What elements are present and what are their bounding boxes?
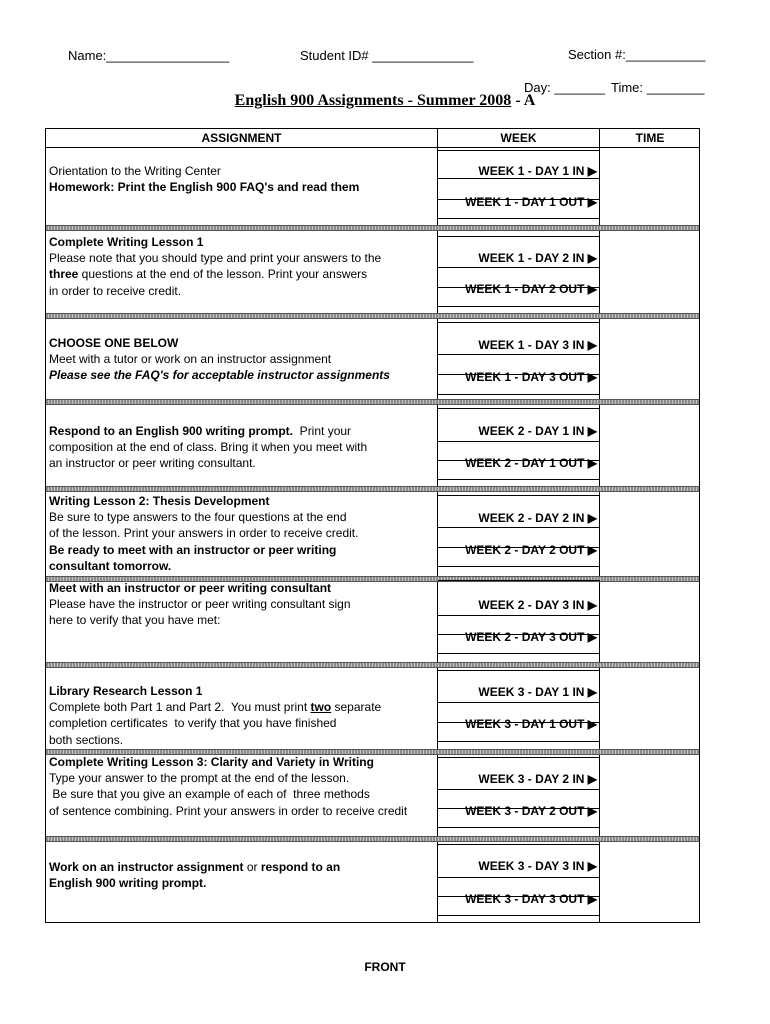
- assignment-text: [49, 234, 434, 299]
- week-cell-divider: [438, 580, 600, 581]
- week-cell-divider: [438, 479, 600, 480]
- week-cell-divider: [438, 741, 600, 742]
- student-id-field[interactable]: Student ID# ______________: [300, 48, 474, 63]
- week-cell-divider: [438, 844, 600, 845]
- week-out-label: WEEK 3 - DAY 1 OUT ▶: [465, 717, 597, 731]
- week-cell-divider: [438, 566, 600, 567]
- assignment-line: [49, 542, 434, 558]
- assignment-line: [49, 283, 434, 299]
- assignment-text-segment: in order to receive credit.: [49, 283, 182, 298]
- week-cell-divider: [438, 670, 600, 671]
- assignment-text-segment: consultant tomorrow.: [49, 558, 172, 573]
- assignment-line: [49, 715, 434, 731]
- assignment-line: [49, 234, 434, 250]
- assignment-text-segment: Homework: Print the English 900 FAQ's and read them: [49, 180, 360, 195]
- week-cell-divider: [438, 653, 600, 654]
- row-separator: [46, 313, 699, 319]
- week-in-label: WEEK 1 - DAY 3 IN ▶: [478, 338, 597, 352]
- row-separator: [46, 836, 699, 842]
- assignment-text-segment: or: [243, 860, 261, 874]
- week-in-label: WEEK 3 - DAY 2 IN ▶: [478, 772, 597, 786]
- week-cell-divider: [438, 218, 600, 219]
- assignment-text-segment: Please see the FAQ's for acceptable instructor assignments: [49, 368, 390, 383]
- assignment-text-segment: two: [310, 700, 332, 715]
- assignment-text-segment: questions at the end of the lesson. Print your answers: [78, 267, 368, 282]
- assignment-text: [49, 163, 434, 195]
- week-cell-divider: [438, 236, 600, 237]
- assignment-line: [49, 351, 434, 367]
- assignment-line: [49, 266, 434, 282]
- week-out-label: WEEK 2 - DAY 2 OUT ▶: [465, 543, 597, 557]
- week-cell-divider: [438, 827, 600, 828]
- week-cell-divider: [438, 441, 600, 442]
- header-divider: [46, 147, 699, 148]
- assignment-text-segment: Complete both Part 1 and Part 2. You must print: [49, 700, 311, 715]
- section-field[interactable]: Section #:___________: [568, 47, 706, 62]
- assignment-line: [49, 179, 434, 195]
- assignment-text: [49, 683, 434, 748]
- assignment-text: [49, 580, 434, 629]
- assignment-text-segment: here to verify that you have met:: [49, 613, 221, 628]
- assignment-line: [49, 558, 434, 574]
- assignment-text-segment: an instructor or peer writing consultant.: [49, 456, 256, 471]
- assignment-line: [49, 596, 434, 612]
- assignment-line: [49, 875, 434, 891]
- assignment-line: [49, 770, 434, 786]
- assignment-text-segment: Respond to an English 900 writing prompt.: [49, 424, 294, 438]
- assignment-line: [49, 683, 434, 699]
- row-separator: [46, 486, 699, 492]
- assignment-text-segment: of sentence combining. Print your answers in order to receive credit: [49, 803, 408, 818]
- week-cell-divider: [438, 150, 600, 151]
- week-in-label: WEEK 3 - DAY 1 IN ▶: [478, 685, 597, 699]
- week-out-label: WEEK 1 - DAY 2 OUT ▶: [465, 282, 597, 296]
- assignment-text-segment: Please have the instructor or peer writing consultant sign: [49, 597, 351, 612]
- week-out-label: WEEK 1 - DAY 3 OUT ▶: [465, 370, 597, 384]
- assignment-line: [49, 803, 434, 819]
- page-title: [0, 92, 770, 110]
- assignment-text-segment: Work on an instructor assignment: [49, 860, 244, 874]
- page-title-suffix: - A: [511, 92, 536, 109]
- assignment-text-segment: Meet with an instructor or peer writing consultant: [49, 581, 332, 595]
- assignment-line: [49, 367, 434, 383]
- assignment-line: [49, 754, 434, 770]
- assignment-text-segment: both sections.: [49, 732, 124, 747]
- assignment-line: [49, 455, 434, 471]
- week-out-label: WEEK 1 - DAY 1 OUT ▶: [465, 195, 597, 209]
- week-in-label: WEEK 2 - DAY 3 IN ▶: [478, 598, 597, 612]
- page-footer: FRONT: [364, 960, 406, 974]
- assignment-line: [49, 732, 434, 748]
- assignment-text-segment: Complete Writing Lesson 3: Clarity and Variety in Writing: [49, 755, 374, 769]
- assignment-line: [49, 423, 434, 439]
- assignment-text-segment: English 900 writing prompt.: [49, 876, 207, 891]
- name-field[interactable]: Name:_________________: [68, 48, 230, 63]
- column-divider: [599, 129, 600, 922]
- column-header-time: TIME: [635, 131, 665, 145]
- assignment-line: [49, 439, 434, 455]
- week-cell-divider: [438, 322, 600, 323]
- week-cell-divider: [438, 306, 600, 307]
- week-in-label: WEEK 3 - DAY 3 IN ▶: [478, 859, 597, 873]
- row-separator: [46, 399, 699, 405]
- week-cell-divider: [438, 615, 600, 616]
- assignment-text-segment: Print your: [293, 424, 352, 438]
- assignment-text-segment: CHOOSE ONE BELOW: [49, 336, 179, 350]
- row-separator: [46, 662, 699, 668]
- assignment-text-segment: Be sure to type answers to the four questions at the end: [49, 510, 347, 525]
- assignment-text-segment: Orientation to the Writing Center: [49, 164, 221, 178]
- assignment-text-segment: Writing Lesson 2: Thesis Development: [49, 494, 270, 508]
- assignment-line: [49, 786, 434, 802]
- assignment-text-segment: of the lesson. Print your answers in order to receive credit.: [49, 526, 359, 541]
- assignment-text: [49, 754, 434, 819]
- week-out-label: WEEK 2 - DAY 1 OUT ▶: [465, 456, 597, 470]
- assignment-text-segment: three: [49, 267, 79, 282]
- assignment-table: [45, 128, 700, 923]
- row-separator: [46, 225, 699, 231]
- week-cell-divider: [438, 354, 600, 355]
- week-cell-divider: [438, 757, 600, 758]
- week-out-label: WEEK 3 - DAY 3 OUT ▶: [465, 892, 597, 906]
- column-header-week: WEEK: [500, 131, 537, 145]
- week-cell-divider: [438, 408, 600, 409]
- week-cell-divider: [438, 789, 600, 790]
- assignment-line: [49, 163, 434, 179]
- assignment-line: [49, 493, 434, 509]
- assignment-line: [49, 335, 434, 351]
- assignment-text-segment: Be ready to meet with an instructor or peer writing: [49, 542, 337, 557]
- assignment-text: [49, 859, 434, 891]
- assignment-text-segment: Be sure that you give an example of each of three methods: [49, 787, 370, 802]
- assignment-line: [49, 859, 434, 875]
- page-title-main: English 900 Assignments - Summer 2008: [234, 92, 512, 109]
- column-header-assignment: ASSIGNMENT: [201, 131, 282, 145]
- assignment-text-segment: separate: [331, 700, 382, 715]
- time-field[interactable]: Time: ________: [611, 80, 705, 95]
- day-field[interactable]: Day: _______: [524, 80, 605, 95]
- week-out-label: WEEK 3 - DAY 2 OUT ▶: [465, 804, 597, 818]
- assignment-line: [49, 525, 434, 541]
- assignment-line: [49, 509, 434, 525]
- assignment-text-segment: Library Research Lesson 1: [49, 684, 203, 698]
- assignment-text-segment: composition at the end of class. Bring it when you meet with: [49, 440, 368, 455]
- week-in-label: WEEK 2 - DAY 1 IN ▶: [478, 424, 597, 438]
- week-in-label: WEEK 1 - DAY 1 IN ▶: [478, 164, 597, 178]
- assignment-text-segment: Complete Writing Lesson 1: [49, 235, 204, 249]
- assignment-text-segment: Please note that you should type and print your answers to the: [49, 251, 382, 266]
- week-cell-divider: [438, 702, 600, 703]
- assignment-text: [49, 423, 434, 472]
- assignment-line: [49, 612, 434, 628]
- week-in-label: WEEK 2 - DAY 2 IN ▶: [478, 511, 597, 525]
- assignment-line: [49, 250, 434, 266]
- assignment-text-segment: respond to an: [260, 860, 341, 874]
- week-cell-divider: [438, 527, 600, 528]
- week-cell-divider: [438, 915, 600, 916]
- assignment-text-segment: completion certificates to verify that you have finished: [49, 716, 337, 731]
- week-cell-divider: [438, 267, 600, 268]
- week-in-label: WEEK 1 - DAY 2 IN ▶: [478, 251, 597, 265]
- assignment-text-segment: Type your answer to the prompt at the end of the lesson.: [49, 771, 350, 786]
- assignment-text-segment: Meet with a tutor or work on an instructor assignment: [49, 352, 332, 367]
- assignment-text: [49, 335, 434, 384]
- week-out-label: WEEK 2 - DAY 3 OUT ▶: [465, 630, 597, 644]
- assignment-line: [49, 699, 434, 715]
- week-cell-divider: [438, 877, 600, 878]
- assignment-text: [49, 493, 434, 574]
- assignment-line: [49, 580, 434, 596]
- week-cell-divider: [438, 394, 600, 395]
- week-cell-divider: [438, 495, 600, 496]
